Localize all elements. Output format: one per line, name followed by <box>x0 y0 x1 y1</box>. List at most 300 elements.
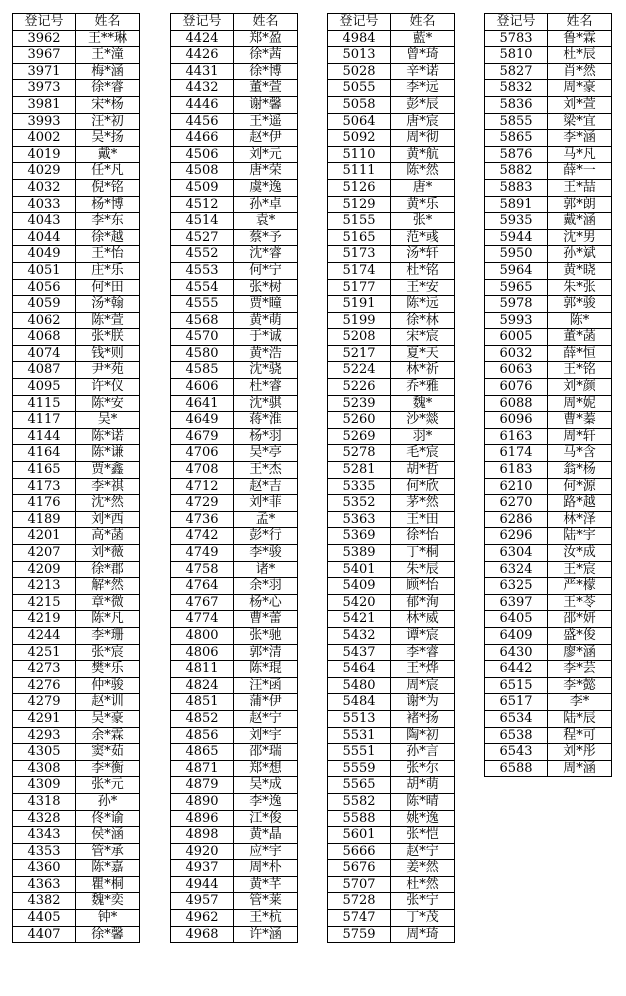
reg-number-cell: 5363 <box>328 511 391 528</box>
name-cell: 徐*睿 <box>76 80 140 97</box>
table-row <box>485 412 612 429</box>
table-row <box>328 843 455 860</box>
reg-number-cell: 4117 <box>13 412 76 429</box>
table-row <box>328 428 455 445</box>
reg-number-cell: 5126 <box>328 179 391 196</box>
table-row <box>171 528 298 545</box>
name-cell: 陈* <box>548 312 612 329</box>
reg-number-cell: 4580 <box>171 345 234 362</box>
reg-number-cell: 4527 <box>171 229 234 246</box>
reg-number-cell: 4856 <box>171 727 234 744</box>
table-row <box>328 362 455 379</box>
table-row <box>171 47 298 64</box>
name-cell: 赵*吉 <box>234 478 298 495</box>
name-cell: 鲁*霖 <box>548 30 612 47</box>
name-cell: 赵*宁 <box>391 843 455 860</box>
table-row <box>171 578 298 595</box>
name-cell: 褚*扬 <box>391 710 455 727</box>
name-cell: 唐* <box>391 179 455 196</box>
reg-number-cell: 5055 <box>328 80 391 97</box>
name-cell: 许*涵 <box>234 926 298 943</box>
name-cell: 路*越 <box>548 495 612 512</box>
name-cell: 赵*伊 <box>234 130 298 147</box>
reg-number-cell: 4708 <box>171 462 234 479</box>
reg-number-cell: 4514 <box>171 213 234 230</box>
name-cell: 毛*宸 <box>391 445 455 462</box>
reg-number-cell: 5389 <box>328 545 391 562</box>
table-row <box>171 926 298 943</box>
reg-number-cell: 5369 <box>328 528 391 545</box>
reg-number-cell: 4219 <box>13 611 76 628</box>
name-cell: 王*杭 <box>234 910 298 927</box>
reg-number-cell: 5551 <box>328 744 391 761</box>
table-row <box>328 196 455 213</box>
name-cell: 谢*馨 <box>234 96 298 113</box>
name-cell: 张*元 <box>76 777 140 794</box>
name-cell: 黄*晶 <box>234 827 298 844</box>
name-cell: 谢*为 <box>391 694 455 711</box>
reg-number-cell: 4865 <box>171 744 234 761</box>
name-cell: 高*菡 <box>76 528 140 545</box>
name-cell: 孙*卓 <box>234 196 298 213</box>
table-row <box>13 694 140 711</box>
name-cell: 刘*薇 <box>76 545 140 562</box>
table-row <box>13 229 140 246</box>
table-row <box>13 279 140 296</box>
table-row <box>485 163 612 180</box>
name-cell: 汝*成 <box>548 545 612 562</box>
table-row <box>13 744 140 761</box>
table-row <box>13 146 140 163</box>
name-cell: 黄*芊 <box>234 876 298 893</box>
table-row <box>13 810 140 827</box>
table-row <box>485 379 612 396</box>
name-cell: 陈*诺 <box>76 428 140 445</box>
reg-number-cell: 5565 <box>328 777 391 794</box>
table-row <box>328 412 455 429</box>
reg-number-cell: 6324 <box>485 561 548 578</box>
name-cell: 于*诚 <box>234 329 298 346</box>
reg-number-cell: 4207 <box>13 545 76 562</box>
table-row <box>171 478 298 495</box>
table-row <box>485 229 612 246</box>
reg-number-cell: 5944 <box>485 229 548 246</box>
reg-number-cell: 4552 <box>171 246 234 263</box>
reg-number-cell: 4407 <box>13 926 76 943</box>
table-row <box>13 926 140 943</box>
reg-number-cell: 6325 <box>485 578 548 595</box>
reg-number-cell: 4446 <box>171 96 234 113</box>
reg-number-cell: 5676 <box>328 860 391 877</box>
table-row <box>171 677 298 694</box>
name-cell: 董*萱 <box>234 80 298 97</box>
table-row <box>328 146 455 163</box>
reg-number-cell: 4742 <box>171 528 234 545</box>
name-cell: 李*睿 <box>391 644 455 661</box>
reg-number-cell: 4729 <box>171 495 234 512</box>
table-row <box>171 163 298 180</box>
header-row <box>13 14 140 31</box>
table-row <box>171 179 298 196</box>
table-row <box>171 395 298 412</box>
table-row <box>13 528 140 545</box>
table-row <box>328 379 455 396</box>
name-cell: 贾*鑫 <box>76 462 140 479</box>
name-cell: 汤*翰 <box>76 296 140 313</box>
name-cell: 陈*萱 <box>76 312 140 329</box>
name-cell: 黄*晓 <box>548 262 612 279</box>
reg-number-cell: 4896 <box>171 810 234 827</box>
name-cell: 张*驰 <box>234 627 298 644</box>
name-cell: 陶*初 <box>391 727 455 744</box>
name-cell: 徐*怡 <box>391 528 455 545</box>
table-row <box>13 379 140 396</box>
name-cell: 李*祺 <box>76 478 140 495</box>
reg-number-cell: 4309 <box>13 777 76 794</box>
reg-number-cell: 5401 <box>328 561 391 578</box>
name-cell: 姜*然 <box>391 860 455 877</box>
table-row <box>485 760 612 777</box>
name-cell: 魏*奕 <box>76 893 140 910</box>
table-row <box>171 827 298 844</box>
reg-number-cell: 4749 <box>171 545 234 562</box>
name-cell: 曹*蕾 <box>234 611 298 628</box>
reg-number-cell: 4308 <box>13 760 76 777</box>
table-row <box>13 710 140 727</box>
table-row <box>13 578 140 595</box>
name-cell: 张*尔 <box>391 760 455 777</box>
table-row <box>328 246 455 263</box>
table-row <box>13 876 140 893</box>
table-row <box>171 495 298 512</box>
name-cell: 周*妮 <box>548 395 612 412</box>
reg-number-header: 登记号 <box>328 14 391 31</box>
table-row <box>171 727 298 744</box>
name-header: 姓名 <box>548 14 612 31</box>
table-row <box>485 146 612 163</box>
name-cell: 李*涵 <box>548 130 612 147</box>
table-row <box>328 213 455 230</box>
table-row <box>171 511 298 528</box>
table-row <box>171 594 298 611</box>
table-row <box>171 30 298 47</box>
table-row <box>13 545 140 562</box>
reg-number-cell: 5111 <box>328 163 391 180</box>
reg-number-cell: 4353 <box>13 843 76 860</box>
reg-number-cell: 5260 <box>328 412 391 429</box>
table-row <box>13 777 140 794</box>
reg-number-cell: 4019 <box>13 146 76 163</box>
table-row <box>171 279 298 296</box>
reg-number-cell: 5891 <box>485 196 548 213</box>
reg-number-cell: 4898 <box>171 827 234 844</box>
name-cell: 唐*荣 <box>234 163 298 180</box>
registry-table-3 <box>327 13 455 943</box>
reg-number-cell: 5855 <box>485 113 548 130</box>
reg-number-cell: 4712 <box>171 478 234 495</box>
table-row <box>485 196 612 213</box>
name-cell: 王*铭 <box>548 362 612 379</box>
name-cell: 王*喆 <box>548 179 612 196</box>
registry-table-2 <box>170 13 298 943</box>
table-row <box>13 345 140 362</box>
reg-number-cell: 4328 <box>13 810 76 827</box>
table-row <box>328 478 455 495</box>
table-row <box>171 345 298 362</box>
reg-number-cell: 4318 <box>13 793 76 810</box>
table-row <box>13 312 140 329</box>
name-cell: 管*莱 <box>234 893 298 910</box>
table-row <box>328 495 455 512</box>
reg-number-cell: 4405 <box>13 910 76 927</box>
reg-number-cell: 5832 <box>485 80 548 97</box>
table-row <box>171 96 298 113</box>
table-row <box>328 528 455 545</box>
name-cell: 徐*郡 <box>76 561 140 578</box>
name-cell: 陈*远 <box>391 296 455 313</box>
name-cell: 盛*俊 <box>548 627 612 644</box>
table-row <box>485 428 612 445</box>
reg-number-cell: 5352 <box>328 495 391 512</box>
reg-number-cell: 5707 <box>328 876 391 893</box>
reg-number-cell: 4890 <box>171 793 234 810</box>
table-row <box>485 96 612 113</box>
table-row <box>171 893 298 910</box>
name-cell: 黄*乐 <box>391 196 455 213</box>
reg-number-cell: 6032 <box>485 345 548 362</box>
name-cell: 徐*茜 <box>234 47 298 64</box>
table-row <box>13 860 140 877</box>
table-row <box>328 312 455 329</box>
name-cell: 刘*宇 <box>234 727 298 744</box>
reg-number-cell: 3967 <box>13 47 76 64</box>
table-row <box>485 312 612 329</box>
table-row <box>13 511 140 528</box>
reg-number-cell: 5129 <box>328 196 391 213</box>
name-cell: 吴*扬 <box>76 130 140 147</box>
name-cell: 钟* <box>76 910 140 927</box>
name-cell: 肖*然 <box>548 63 612 80</box>
name-cell: 唐*宸 <box>391 113 455 130</box>
reg-number-cell: 5110 <box>328 146 391 163</box>
table-row <box>171 262 298 279</box>
reg-number-cell: 4506 <box>171 146 234 163</box>
reg-number-cell: 5177 <box>328 279 391 296</box>
name-cell: 朱*辰 <box>391 561 455 578</box>
name-header: 姓名 <box>391 14 455 31</box>
reg-number-cell: 4164 <box>13 445 76 462</box>
reg-number-cell: 6304 <box>485 545 548 562</box>
reg-number-cell: 4062 <box>13 312 76 329</box>
name-cell: 王*遥 <box>234 113 298 130</box>
reg-number-cell: 5437 <box>328 644 391 661</box>
reg-number-cell: 5239 <box>328 395 391 412</box>
name-cell: 刘*颜 <box>548 379 612 396</box>
table-row <box>171 113 298 130</box>
reg-number-cell: 4957 <box>171 893 234 910</box>
reg-number-cell: 6183 <box>485 462 548 479</box>
reg-number-cell: 6174 <box>485 445 548 462</box>
table-row <box>328 545 455 562</box>
reg-number-cell: 6163 <box>485 428 548 445</box>
name-cell: 黄*浩 <box>234 345 298 362</box>
reg-number-cell: 4305 <box>13 744 76 761</box>
reg-number-cell: 4074 <box>13 345 76 362</box>
table-row <box>171 910 298 927</box>
table-row <box>13 296 140 313</box>
reg-number-cell: 4758 <box>171 561 234 578</box>
table-row <box>13 179 140 196</box>
name-cell: 丁*桐 <box>391 545 455 562</box>
name-cell: 张*宸 <box>76 644 140 661</box>
table-row <box>171 296 298 313</box>
reg-number-cell: 5208 <box>328 329 391 346</box>
table-row <box>13 428 140 445</box>
table-row <box>485 395 612 412</box>
reg-number-cell: 4363 <box>13 876 76 893</box>
reg-number-cell: 6405 <box>485 611 548 628</box>
name-cell: 应*宇 <box>234 843 298 860</box>
reg-number-cell: 5950 <box>485 246 548 263</box>
table-row <box>171 445 298 462</box>
table-row <box>328 710 455 727</box>
table-row <box>485 578 612 595</box>
reg-number-cell: 5420 <box>328 594 391 611</box>
name-cell: 袁* <box>234 213 298 230</box>
reg-number-cell: 5601 <box>328 827 391 844</box>
table-row <box>13 80 140 97</box>
table-row <box>485 727 612 744</box>
name-cell: 张*朕 <box>76 329 140 346</box>
table-row <box>13 893 140 910</box>
table-row <box>328 694 455 711</box>
table-row <box>13 910 140 927</box>
name-cell: 吴*豪 <box>76 710 140 727</box>
name-cell: 沈*睿 <box>234 246 298 263</box>
name-cell: 庄*乐 <box>76 262 140 279</box>
name-cell: 戴* <box>76 146 140 163</box>
reg-number-cell: 5865 <box>485 130 548 147</box>
reg-number-cell: 5028 <box>328 63 391 80</box>
name-cell: 王*潼 <box>76 47 140 64</box>
reg-number-cell: 4466 <box>171 130 234 147</box>
table-row <box>171 760 298 777</box>
table-row <box>485 179 612 196</box>
table-row <box>485 545 612 562</box>
reg-number-cell: 5964 <box>485 262 548 279</box>
reg-number-cell: 4641 <box>171 395 234 412</box>
reg-number-cell: 4343 <box>13 827 76 844</box>
table-row <box>485 113 612 130</box>
name-cell: 吴*成 <box>234 777 298 794</box>
reg-number-cell: 4173 <box>13 478 76 495</box>
name-cell: 曹*蓁 <box>548 412 612 429</box>
reg-number-cell: 5421 <box>328 611 391 628</box>
table-row <box>13 644 140 661</box>
name-cell: 刘*元 <box>234 146 298 163</box>
table-row <box>485 30 612 47</box>
reg-number-cell: 6096 <box>485 412 548 429</box>
name-cell: 陈*琨 <box>234 661 298 678</box>
reg-number-cell: 4962 <box>171 910 234 927</box>
reg-number-cell: 4056 <box>13 279 76 296</box>
table-row <box>13 594 140 611</box>
reg-number-cell: 4585 <box>171 362 234 379</box>
reg-number-cell: 5226 <box>328 379 391 396</box>
reg-number-cell: 4764 <box>171 578 234 595</box>
name-cell: 江*俊 <box>234 810 298 827</box>
reg-number-cell: 4293 <box>13 727 76 744</box>
reg-number-cell: 4824 <box>171 677 234 694</box>
reg-number-cell: 4059 <box>13 296 76 313</box>
name-cell: 周*涵 <box>548 760 612 777</box>
name-cell: 丁*茂 <box>391 910 455 927</box>
name-header: 姓名 <box>76 14 140 31</box>
reg-number-cell: 5480 <box>328 677 391 694</box>
reg-number-cell: 4209 <box>13 561 76 578</box>
name-cell: 虞*逸 <box>234 179 298 196</box>
reg-number-cell: 4851 <box>171 694 234 711</box>
name-cell: 孙* <box>76 793 140 810</box>
header-row <box>485 14 612 31</box>
name-cell: 吴* <box>76 412 140 429</box>
name-cell: 李*逸 <box>234 793 298 810</box>
table-row <box>171 229 298 246</box>
reg-number-cell: 4043 <box>13 213 76 230</box>
name-cell: 林*祈 <box>391 362 455 379</box>
name-cell: 宋*杨 <box>76 96 140 113</box>
reg-number-cell: 4806 <box>171 644 234 661</box>
reg-number-cell: 4984 <box>328 30 391 47</box>
table-row <box>328 296 455 313</box>
reg-number-cell: 4554 <box>171 279 234 296</box>
table-row <box>328 793 455 810</box>
name-cell: 管*承 <box>76 843 140 860</box>
table-row <box>13 677 140 694</box>
name-cell: 周*豪 <box>548 80 612 97</box>
name-cell: 张*树 <box>234 279 298 296</box>
name-cell: 何*田 <box>76 279 140 296</box>
name-cell: 李*衡 <box>76 760 140 777</box>
name-cell: 陈*安 <box>76 395 140 412</box>
table-row <box>171 428 298 445</box>
table-row <box>13 47 140 64</box>
table-row <box>328 229 455 246</box>
table-row <box>328 179 455 196</box>
table-row <box>328 893 455 910</box>
name-cell: 汪*初 <box>76 113 140 130</box>
table-row <box>328 810 455 827</box>
table-row <box>13 760 140 777</box>
name-cell: 谭*宸 <box>391 627 455 644</box>
reg-number-cell: 4920 <box>171 843 234 860</box>
table-row <box>328 63 455 80</box>
reg-number-cell: 4251 <box>13 644 76 661</box>
reg-number-cell: 5747 <box>328 910 391 927</box>
name-cell: 张* <box>391 213 455 230</box>
name-cell: 贾*瞳 <box>234 296 298 313</box>
table-row <box>328 345 455 362</box>
table-row <box>171 661 298 678</box>
reg-number-cell: 5278 <box>328 445 391 462</box>
name-cell: 徐*博 <box>234 63 298 80</box>
table-row <box>328 860 455 877</box>
table-row <box>328 677 455 694</box>
table-row <box>13 727 140 744</box>
reg-number-cell: 6515 <box>485 677 548 694</box>
name-cell: 许*仪 <box>76 379 140 396</box>
table-row <box>328 594 455 611</box>
